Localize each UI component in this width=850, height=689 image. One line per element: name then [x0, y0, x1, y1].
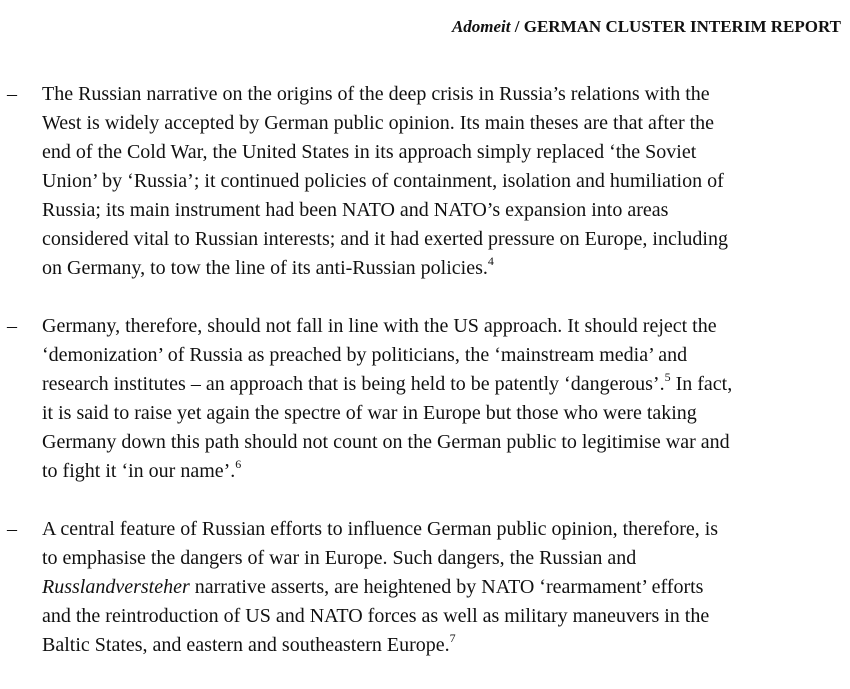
- text-line: [42, 457, 832, 486]
- text-line: Russia; its main instrument had been NATO and NATO’s expansion into areas: [42, 199, 669, 221]
- text-fragment: In fact,: [670, 373, 733, 395]
- text-fragment: Baltic States, and eastern and southeastern Europe.: [42, 634, 450, 656]
- footnote-marker[interactable]: 4: [487, 254, 494, 268]
- text-line: Union’ by ‘Russia’; it continued policies of containment, isolation and humiliation of: [42, 170, 724, 192]
- header-author: Adomeit: [451, 17, 511, 36]
- text-line: and the reintroduction of US and NATO forces as well as military maneuvers in the: [42, 605, 710, 627]
- text-line: A central feature of Russian efforts to influence German public opinion, therefore, is: [42, 518, 719, 540]
- text-line: [42, 573, 832, 602]
- text-line: ‘demonization’ of Russia as preached by politicians, the ‘mainstream media’ and: [42, 344, 688, 366]
- text-fragment: to fight it ‘in our name’.: [42, 460, 236, 482]
- bullet-paragraph: [42, 515, 832, 660]
- bullet-dash: –: [7, 315, 17, 337]
- text-line: Germany down this path should not count on the German public to legitimise war and: [42, 431, 730, 453]
- bullet-item: [0, 312, 850, 486]
- text-line: West is widely accepted by German public opinion. Its main theses are that after the: [42, 112, 715, 134]
- text-line: considered vital to Russian interests; and it had exerted pressure on Europe, including: [42, 228, 728, 250]
- text-line: Germany, therefore, should not fall in line with the US approach. It should reject the: [42, 315, 717, 337]
- text-line: [42, 631, 832, 660]
- document-body: [0, 80, 850, 689]
- text-fragment: narrative asserts, are heightened by NATO ‘rearmament’ efforts: [189, 576, 704, 598]
- text-fragment: research institutes – an approach that is being held to be patently ‘dangerous’.: [42, 373, 665, 395]
- header-separator: /: [510, 17, 524, 36]
- footnote-marker[interactable]: 7: [449, 631, 456, 645]
- footnote-marker[interactable]: 5: [664, 370, 671, 384]
- text-line: [42, 254, 832, 283]
- text-line: end of the Cold War, the United States in its approach simply replaced ‘the Soviet: [42, 141, 697, 163]
- text-line: [42, 370, 832, 399]
- bullet-item: [0, 80, 850, 283]
- italic-term: Russlandversteher: [42, 576, 190, 598]
- bullet-paragraph: [42, 312, 832, 486]
- bullet-paragraph: [42, 80, 832, 283]
- text-line: The Russian narrative on the origins of the deep crisis in Russia’s relations with the: [42, 83, 710, 105]
- header-title: GERMAN CLUSTER INTERIM REPORT: [523, 17, 841, 36]
- text-line: to emphasise the dangers of war in Europe. Such dangers, the Russian and: [42, 547, 637, 569]
- text-fragment: on Germany, to tow the line of its anti-Russian policies.: [42, 257, 488, 279]
- bullet-item: [0, 515, 850, 660]
- bullet-dash: –: [7, 83, 17, 105]
- text-line: it is said to raise yet again the spectre of war in Europe but those who were taking: [42, 402, 697, 424]
- bullet-dash: –: [7, 518, 17, 540]
- running-header: [452, 17, 841, 37]
- footnote-marker[interactable]: 6: [235, 457, 242, 471]
